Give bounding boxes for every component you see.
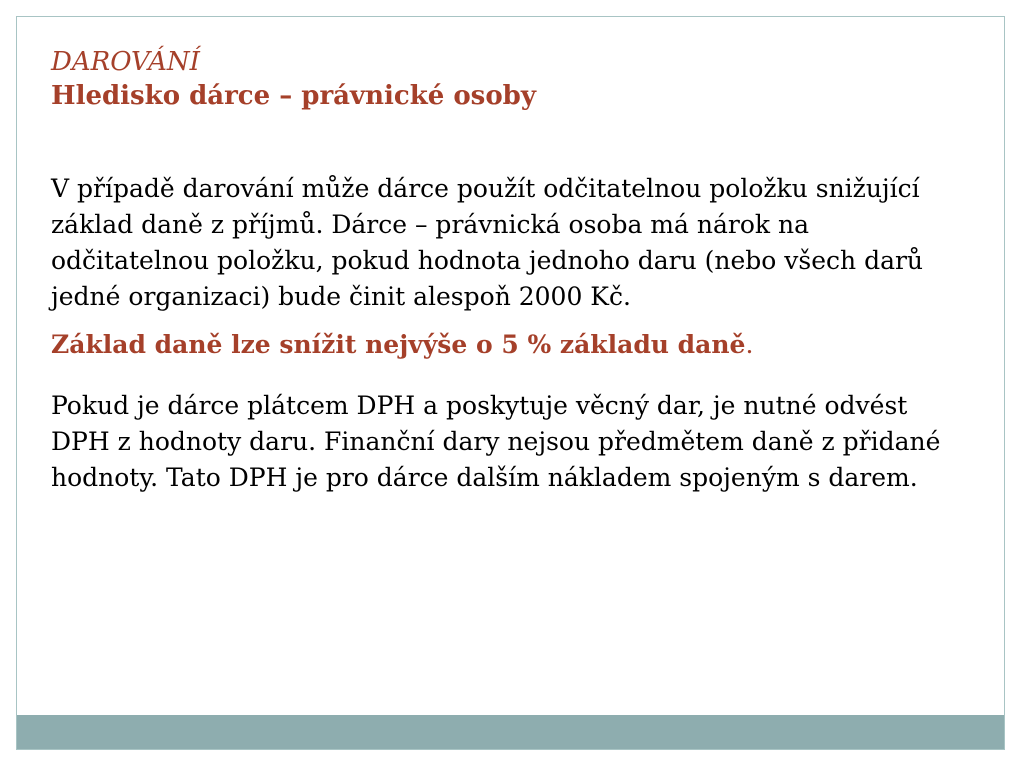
slide-content (51, 40, 971, 496)
highlight-text: Základ daně lze snížit nejvýše o 5 % základu daně (51, 330, 746, 359)
paragraph-deduction: V případě darování může dárce použít odčitatelnou položku snižující základ daně z příjmů. Dárce – právnická osoba má nárok na odčitatelnou položku, pokud hodnota jednoho daru (nebo všech darů jedné organizaci) bude činit alespoň 2000 Kč. (51, 174, 924, 311)
footer-band (17, 715, 1004, 749)
section-label: DAROVÁNÍ (51, 47, 200, 77)
slide-title: Hledisko dárce – právnické osoby (51, 81, 536, 111)
paragraph-vat: Pokud je dárce plátcem DPH a poskytuje věcný dar, je nutné odvést DPH z hodnoty daru. Finanční dary nejsou předmětem daně z přidané hodnoty. Tato DPH je pro dárce dalším nákladem spojeným s darem. (51, 391, 941, 492)
highlight-period: . (745, 330, 754, 359)
highlight-statement (51, 327, 971, 363)
